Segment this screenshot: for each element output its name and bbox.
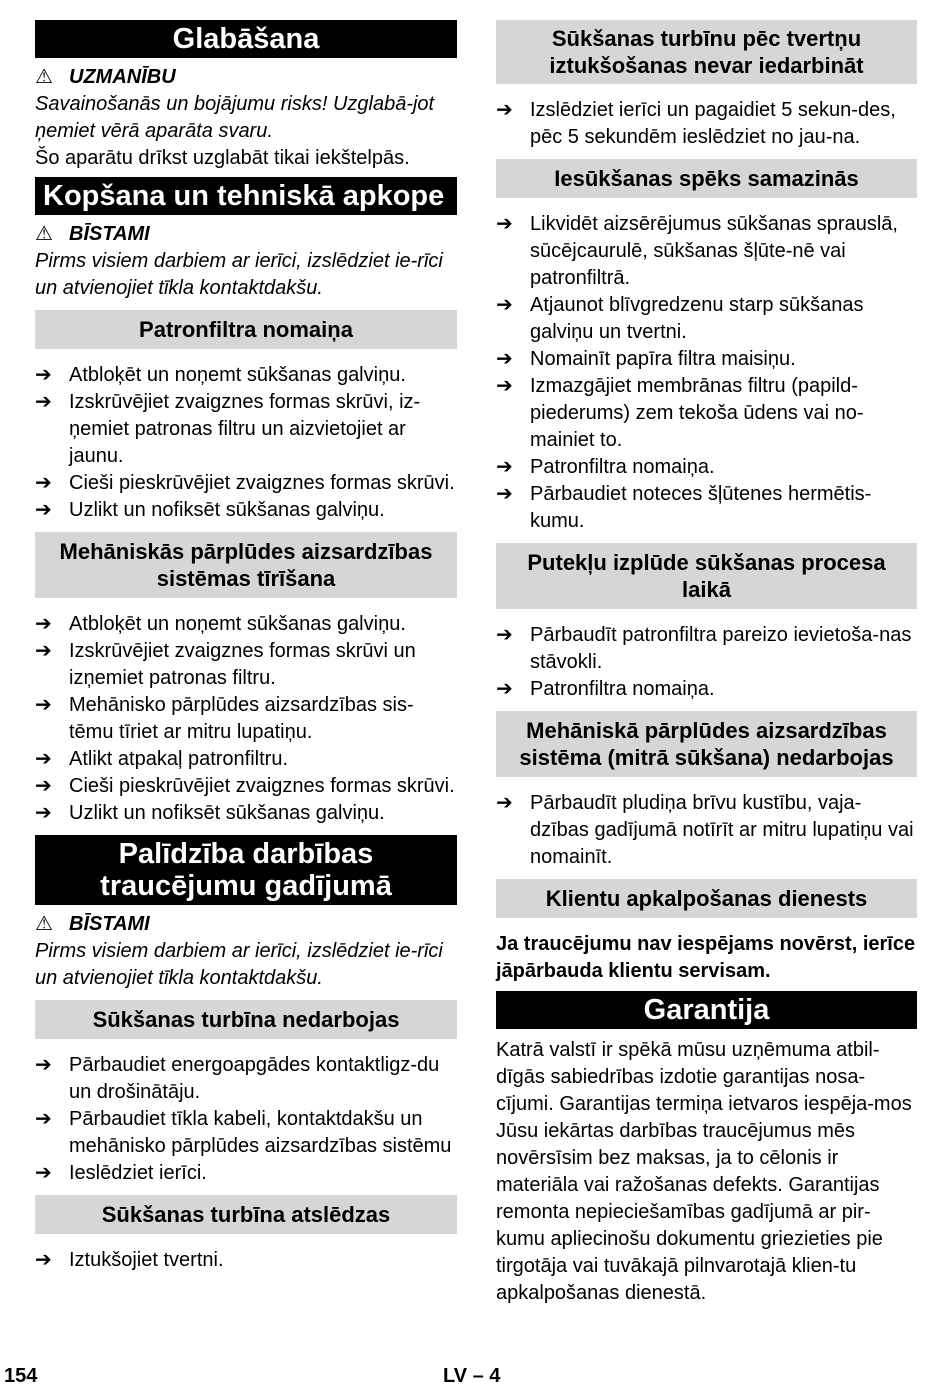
arrow-right-icon: ➔ bbox=[496, 456, 513, 478]
list-item: ➔ Atjaunot blīvgredzenu starp sūkšanas galviņu un tvertni. bbox=[496, 294, 864, 343]
list-item: ➔ Atbloķēt un noņemt sūkšanas galviņu. bbox=[35, 611, 457, 638]
subsection-title-speks: Iesūkšanas spēks samazinās bbox=[496, 159, 917, 198]
warning-heading bbox=[35, 64, 457, 91]
subsection-title-klientu: Klientu apkalpošanas dienests bbox=[496, 879, 917, 918]
list-item: ➔ Pārbaudiet noteces šļūtenes hermētis-kumu. bbox=[496, 483, 872, 532]
page-number: 154 bbox=[4, 1365, 38, 1387]
warning-triangle-icon: ⚠ bbox=[35, 66, 53, 88]
warning-label: BĪSTAMI bbox=[69, 913, 150, 935]
list-item: ➔ Iztukšojiet tvertni. bbox=[35, 1247, 457, 1274]
arrow-right-icon: ➔ bbox=[35, 1249, 52, 1271]
list-item: ➔ Izskrūvējiet zvaigznes formas skrūvi, iz-ņemiet patronas filtru un aizvietojiet ar jaunu. bbox=[35, 391, 421, 467]
arrow-right-icon: ➔ bbox=[35, 472, 52, 494]
steps-list bbox=[35, 611, 457, 827]
list-item: ➔ Atbloķēt un noņemt sūkšanas galviņu. bbox=[35, 362, 457, 389]
language-page-label: LV – 4 bbox=[443, 1365, 501, 1387]
subsection-title-putekli: Putekļu izplūde sūkšanas procesa laikā bbox=[496, 543, 917, 609]
steps-list bbox=[496, 97, 917, 151]
list-item: ➔ Patronfiltra nomaiņa. bbox=[496, 676, 917, 703]
list-item: ➔ Pārbaudīt pludiņa brīvu kustību, vaja-dzības gadījumā notīrīt ar mitru lupatiņu vai nomainīt. bbox=[496, 792, 914, 868]
section-title-palidziba bbox=[35, 835, 457, 905]
arrow-right-icon: ➔ bbox=[496, 213, 513, 235]
arrow-right-icon: ➔ bbox=[496, 792, 513, 814]
list-item: ➔ Izskrūvējiet zvaigznes formas skrūvi un izņemiet patronas filtru. bbox=[35, 640, 416, 689]
section-title-kopsana: Kopšana un tehniskā apkope bbox=[35, 177, 457, 215]
left-column bbox=[35, 20, 457, 1282]
list-item: ➔ Pārbaudīt patronfiltra pareizo ievietoša-nas stāvokli. bbox=[496, 624, 912, 673]
steps-list bbox=[35, 1247, 457, 1274]
arrow-right-icon: ➔ bbox=[35, 613, 52, 635]
arrow-right-icon: ➔ bbox=[35, 1162, 52, 1184]
list-item: ➔ Izslēdziet ierīci un pagaidiet 5 sekun-des, pēc 5 sekundēm ieslēdziet no jau-na. bbox=[496, 99, 896, 148]
list-item: ➔ Cieši pieskrūvējiet zvaigznes formas skrūvi. bbox=[35, 470, 457, 497]
list-item: ➔ Uzlikt un nofiksēt sūkšanas galviņu. bbox=[35, 497, 457, 524]
warranty-text: Katrā valstī ir spēkā mūsu uzņēmuma atbil-dīgās sabiedrības izdotie garantijas nosa-cījumi. Garantijas termiņa ietvaros iespēja-mos Jūsu iekārtas darbības traucējumus mēs novērsīsim bez maksas, ja to cēlonis ir materiāla vai ražošanas defekts. Garantijas remonta nepieciešamības gadījumā ar pir-kumu apliecinošu dokumentu griezieties pie tirgotāja vai tuvākajā pilnvarotajā klien-tu apkalpošanas dienestā. bbox=[496, 1039, 912, 1304]
subsection-title-mitra: Mehāniskā pārplūdes aizsardzības sistēma (mitrā sūkšana) nedarbojas bbox=[496, 711, 917, 777]
arrow-right-icon: ➔ bbox=[35, 391, 52, 413]
list-item: ➔ Atlikt atpakaļ patronfiltru. bbox=[35, 746, 457, 773]
warning-text: Pirms visiem darbiem ar ierīci, izslēdziet ie-rīci un atvienojiet tīkla kontaktdakšu. bbox=[35, 940, 443, 989]
warning-text: Pirms visiem darbiem ar ierīci, izslēdziet ie-rīci un atvienojiet tīkla kontaktdakšu. bbox=[35, 250, 443, 299]
arrow-right-icon: ➔ bbox=[35, 1108, 52, 1130]
arrow-right-icon: ➔ bbox=[35, 802, 52, 824]
section-title-glabasana: Glabāšana bbox=[35, 20, 457, 58]
section-title-line: traucējumu gadījumā bbox=[100, 870, 392, 902]
list-item: ➔ Izmazgājiet membrānas filtru (papild-piederums) zem tekoša ūdens vai no-mainiet to. bbox=[496, 375, 864, 451]
warning-label: BĪSTAMI bbox=[69, 223, 150, 245]
arrow-right-icon: ➔ bbox=[496, 624, 513, 646]
arrow-right-icon: ➔ bbox=[496, 348, 513, 370]
storage-note: Šo aparātu drīkst uzglabāt tikai iekštelpās. bbox=[35, 147, 410, 169]
arrow-right-icon: ➔ bbox=[496, 294, 513, 316]
list-item: ➔ Patronfiltra nomaiņa. bbox=[496, 454, 917, 481]
steps-list bbox=[35, 362, 457, 524]
list-item: ➔ Nomainīt papīra filtra maisiņu. bbox=[496, 346, 917, 373]
right-column bbox=[496, 20, 917, 1307]
warning-heading bbox=[35, 221, 457, 248]
steps-list bbox=[496, 211, 917, 535]
warning-heading bbox=[35, 911, 457, 938]
section-title-line: Palīdzība darbības bbox=[118, 838, 374, 870]
steps-list bbox=[496, 622, 917, 703]
arrow-right-icon: ➔ bbox=[496, 678, 513, 700]
section-title-garantija: Garantija bbox=[496, 991, 917, 1029]
arrow-right-icon: ➔ bbox=[496, 99, 513, 121]
subsection-title-turbina-atsledzas: Sūkšanas turbīna atslēdzas bbox=[35, 1195, 457, 1234]
warning-label: UZMANĪBU bbox=[69, 66, 176, 88]
list-item: ➔ Ieslēdziet ierīci. bbox=[35, 1160, 457, 1187]
subsection-title-turbinu-pec: Sūkšanas turbīnu pēc tvertņu iztukšošanas nevar iedarbināt bbox=[496, 20, 917, 84]
list-item: ➔ Uzlikt un nofiksēt sūkšanas galviņu. bbox=[35, 800, 457, 827]
arrow-right-icon: ➔ bbox=[35, 775, 52, 797]
arrow-right-icon: ➔ bbox=[35, 1054, 52, 1076]
subsection-title-mehaniskas: Mehāniskās pārplūdes aizsardzības sistēmas tīrīšana bbox=[35, 532, 457, 598]
warning-triangle-icon: ⚠ bbox=[35, 913, 53, 935]
subsection-title-turbina-nedarbojas: Sūkšanas turbīna nedarbojas bbox=[35, 1000, 457, 1039]
arrow-right-icon: ➔ bbox=[496, 375, 513, 397]
arrow-right-icon: ➔ bbox=[35, 640, 52, 662]
arrow-right-icon: ➔ bbox=[496, 483, 513, 505]
steps-list bbox=[496, 790, 917, 871]
list-item: ➔ Mehānisko pārplūdes aizsardzības sis-tēmu tīriet ar mitru lupatiņu. bbox=[35, 694, 414, 743]
list-item: ➔ Pārbaudiet tīkla kabeli, kontaktdakšu un mehānisko pārplūdes aizsardzības sistēmu bbox=[35, 1108, 452, 1157]
list-item: ➔ Cieši pieskrūvējiet zvaigznes formas skrūvi. bbox=[35, 773, 457, 800]
steps-list bbox=[35, 1052, 457, 1187]
service-note: Ja traucējumu nav iespējams novērst, ierīce jāpārbauda klientu servisam. bbox=[496, 933, 916, 982]
warning-triangle-icon: ⚠ bbox=[35, 223, 53, 245]
list-item: ➔ Likvidēt aizsērējumus sūkšanas sprauslā, sūcējcaurulē, sūkšanas šļūte-nē vai patronfiltrā. bbox=[496, 213, 898, 289]
list-item: ➔ Pārbaudiet energoapgādes kontaktligz-du un drošinātāju. bbox=[35, 1054, 440, 1103]
warning-text: Savainošanās un bojājumu risks! Uzglabā-jot ņemiet vērā aparāta svaru. bbox=[35, 93, 435, 142]
arrow-right-icon: ➔ bbox=[35, 748, 52, 770]
arrow-right-icon: ➔ bbox=[35, 364, 52, 386]
arrow-right-icon: ➔ bbox=[35, 499, 52, 521]
arrow-right-icon: ➔ bbox=[35, 694, 52, 716]
subsection-title-patronfiltra: Patronfiltra nomaiņa bbox=[35, 310, 457, 349]
